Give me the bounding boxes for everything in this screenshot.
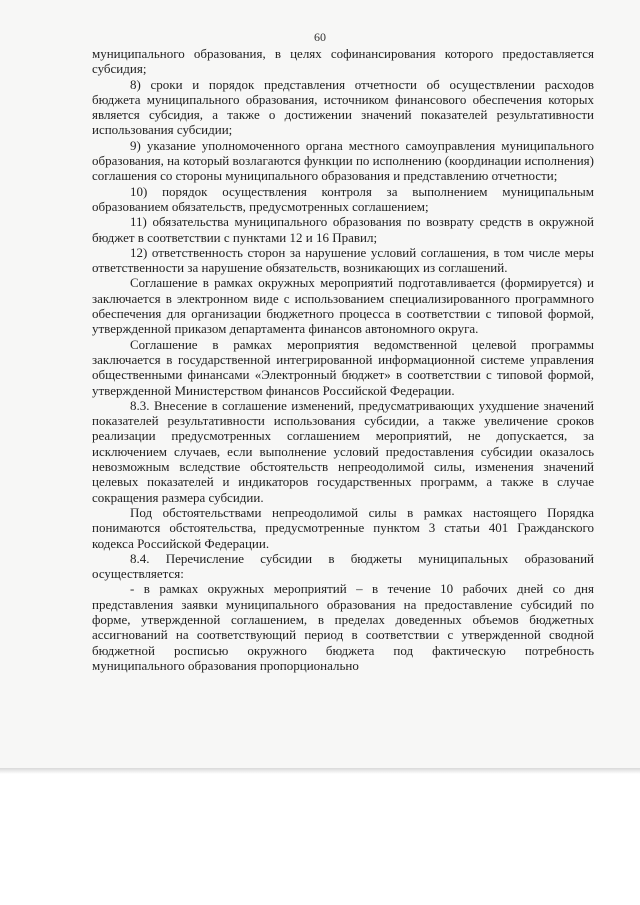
paragraph-transfer-terms: - в рамках окружных мероприятий – в течение 10 рабочих дней со дня представления заявки муниципального образования на предоставление субсидий по форме, утвержденной соглашением, в пределах доведенных объемов бюджетных ассигнований на соответствующий период в соответствии с утвержденной сводной бюджетной росписью окружного бюджета под фактическую потребность муниципального образования пропорционально	[92, 581, 594, 673]
paragraph-item-10: 10) порядок осуществления контроля за выполнением муниципальным образованием обязательств, предусмотренных соглашением;	[92, 183, 594, 214]
paragraph-section-8-3: 8.3. Внесение в соглашение изменений, предусматривающих ухудшение значений показателей результативности использования субсидии, а также увеличение сроков реализации предусмотренных соглашением мероприятий, не допускается, за исключением случаев, если выполнение условий предоставления субсидии оказалось невозможным вследствие обстоятельств непреодолимой силы, изменения значений целевых показателей и индикаторов государственных программ, а также в случае сокращения размера субсидии.	[92, 397, 594, 505]
document-body	[92, 46, 594, 673]
page-number: 60	[314, 30, 326, 44]
paragraph-item-9: 9) указание уполномоченного органа местного самоуправления муниципального образования, на который возлагаются функции по исполнению (координации исполнения) соглашения со стороны муниципального образования и представлению отчетности;	[92, 137, 594, 184]
paragraph-force-majeure: Под обстоятельствами непреодолимой силы в рамках настоящего Порядка понимаются обстоятельства, предусмотренные пунктом 3 статьи 401 Гражданского кодекса Российской Федерации.	[92, 504, 594, 551]
paragraph-item-8: 8) сроки и порядок представления отчетности об осуществлении расходов бюджета муниципального образования, источником финансового обеспечения которых является субсидия, а также о достижении значений показателей результативности использования субсидии;	[92, 76, 594, 138]
paragraph-item-12: 12) ответственность сторон за нарушение условий соглашения, в том числе меры ответственности за нарушение обязательств, возникающих из соглашений.	[92, 244, 594, 276]
paragraph-section-8-4: 8.4. Перечисление субсидии в бюджеты муниципальных образований осуществляется:	[92, 550, 594, 582]
paragraph-continuation: муниципального образования, в целях софинансирования которого предоставляется субсидия;	[92, 46, 594, 77]
paragraph-item-11: 11) обязательства муниципального образования по возврату средств в окружной бюджет в соответствии с пунктами 12 и 16 Правил;	[92, 214, 594, 245]
paragraph-departmental-agreement: Соглашение в рамках мероприятия ведомственной целевой программы заключается в государственной интегрированной информационной системе управления общественными финансами «Электронный бюджет» в соответствии с типовой формой, утвержденной Министерством финансов Российской Федерации.	[92, 336, 594, 398]
scan-edge	[0, 768, 640, 774]
paragraph-district-agreement: Соглашение в рамках окружных мероприятий подготавливается (формируется) и заключается в электронном виде с использованием специализированного программного обеспечения для организации бюджетного процесса в соответствии с типовой формой, утвержденной приказом департамента финансов автономного округа.	[92, 275, 594, 337]
